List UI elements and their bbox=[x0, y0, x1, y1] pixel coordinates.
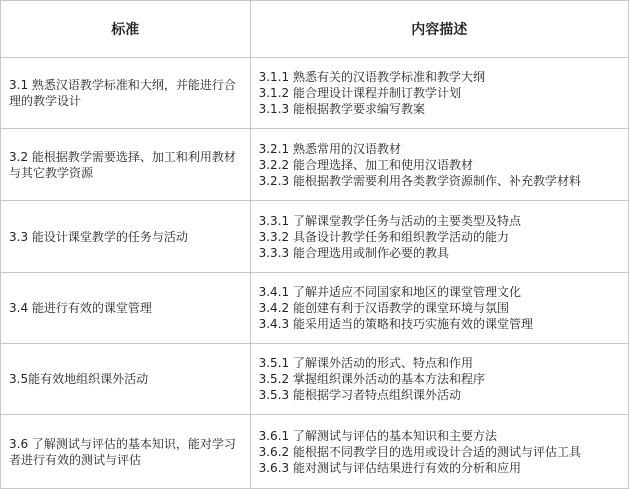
description-item: 3.3.3 能合理选用或制作必要的教具 bbox=[258, 245, 449, 260]
description-item: 3.6.3 能对测试与评估结果进行有效的分析和应用 bbox=[258, 460, 521, 475]
description-cell bbox=[251, 58, 629, 129]
description-list bbox=[251, 355, 489, 403]
description-list bbox=[251, 428, 585, 476]
table-row bbox=[1, 129, 629, 201]
table-header-row bbox=[1, 1, 629, 58]
description-item: 3.3.1 了解课堂教学任务与活动的主要类型及特点 bbox=[258, 213, 521, 228]
description-item: 3.3.2 具备设计教学任务和组织教学活动的能力 bbox=[258, 229, 509, 244]
description-item: 3.5.1 了解课外活动的形式、特点和作用 bbox=[258, 356, 473, 370]
standard-cell bbox=[1, 273, 251, 344]
standard-text: 3.5能有效地组织课外活动 bbox=[9, 372, 149, 386]
table-row bbox=[1, 273, 629, 344]
table-row bbox=[1, 201, 629, 273]
description-cell bbox=[251, 344, 629, 415]
table-row bbox=[1, 415, 629, 489]
description-item: 3.2.1 熟悉常用的汉语教材 bbox=[258, 141, 401, 156]
description-item: 3.6.2 能根据不同教学目的选用或设计合适的测试与评估工具 bbox=[258, 444, 581, 459]
description-cell bbox=[251, 201, 629, 273]
standard-cell bbox=[1, 58, 251, 129]
description-item: 3.1.1 熟悉有关的汉语教学标准和教学大纲 bbox=[258, 70, 485, 84]
description-item: 3.2.3 能根据教学需要利用各类教学资源制作、补充教学材料 bbox=[258, 173, 581, 188]
standard-text: 3.4 能进行有效的课堂管理 bbox=[9, 301, 152, 315]
standard-text: 3.6 了解测试与评估的基本知识，能对学习者进行有效的测试与评估 bbox=[9, 436, 236, 467]
description-item: 3.5.3 能根据学习者特点组织课外活动 bbox=[258, 388, 461, 402]
description-item: 3.2.2 能合理选择、加工和使用汉语教材 bbox=[258, 157, 473, 172]
description-item: 3.5.2 掌握组织课外活动的基本方法和程序 bbox=[258, 372, 485, 386]
standard-text: 3.3 能设计课堂教学的任务与活动 bbox=[9, 229, 188, 244]
standard-cell bbox=[1, 344, 251, 415]
header-description: 内容描述 bbox=[251, 1, 629, 58]
standard-cell bbox=[1, 201, 251, 273]
table-row bbox=[1, 344, 629, 415]
description-item: 3.4.3 能采用适当的策略和技巧实施有效的课堂管理 bbox=[258, 317, 533, 331]
standard-text: 3.1 熟悉汉语教学标准和大纲，并能进行合理的教学设计 bbox=[9, 78, 236, 108]
description-item: 3.1.3 能根据教学要求编写教案 bbox=[258, 102, 425, 116]
description-item: 3.4.2 能创建有利于汉语教学的课堂环境与氛围 bbox=[258, 301, 509, 315]
description-list bbox=[251, 69, 489, 117]
description-item: 3.1.2 能合理设计课程并制订教学计划 bbox=[258, 86, 461, 100]
header-standard: 标准 bbox=[1, 1, 251, 58]
description-item: 3.4.1 了解并适应不同国家和地区的课堂管理文化 bbox=[258, 285, 521, 299]
description-item: 3.6.1 了解测试与评估的基本知识和主要方法 bbox=[258, 428, 497, 443]
description-list bbox=[251, 141, 585, 189]
description-cell bbox=[251, 273, 629, 344]
standard-cell bbox=[1, 415, 251, 489]
standard-text: 3.2 能根据教学需要选择、加工和利用教材与其它教学资源 bbox=[9, 149, 236, 180]
standard-cell bbox=[1, 129, 251, 201]
description-cell bbox=[251, 415, 629, 489]
description-cell bbox=[251, 129, 629, 201]
description-list bbox=[251, 284, 537, 332]
description-list bbox=[251, 213, 525, 261]
table-row bbox=[1, 58, 629, 129]
